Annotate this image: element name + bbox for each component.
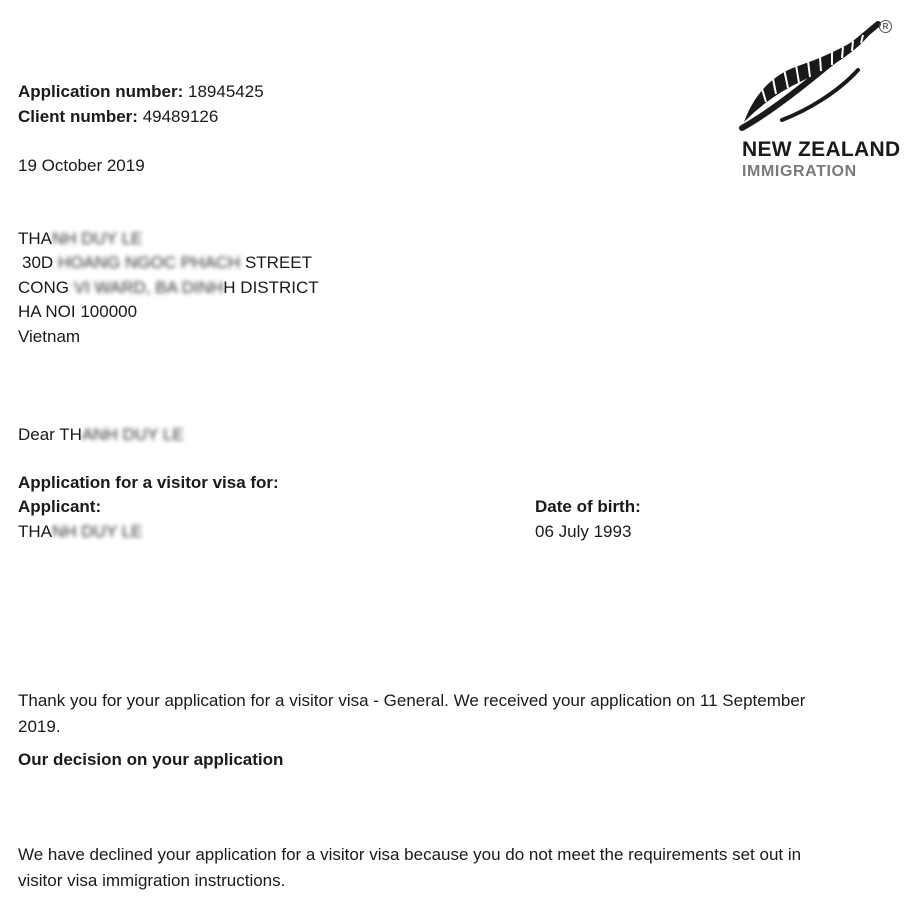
salutation-prefix: Dear TH bbox=[18, 425, 82, 444]
acknowledgement-paragraph: Thank you for your application for a visitor visa - General. We received your application on 11 September 2019. bbox=[18, 691, 806, 736]
address-line-street bbox=[22, 253, 312, 273]
client-number-label: Client number: bbox=[18, 107, 138, 126]
dob-label bbox=[535, 497, 641, 517]
logo-wordmark-country: NEW ZEALAND bbox=[742, 138, 901, 161]
redacted-name: NH DUY LE bbox=[52, 229, 143, 248]
redacted-applicant-name: NH DUY LE bbox=[52, 522, 143, 541]
application-number-value: 18945425 bbox=[188, 82, 264, 101]
applicant-label-text: Applicant: bbox=[18, 497, 102, 516]
redacted-salutation-name: ANH DUY LE bbox=[81, 425, 184, 444]
application-number-row bbox=[18, 82, 264, 102]
silver-fern-icon bbox=[738, 10, 888, 135]
applicant-name-visible: THA bbox=[18, 522, 52, 541]
logo-wordmark-agency: IMMIGRATION bbox=[742, 163, 857, 180]
address-name bbox=[18, 229, 142, 249]
address-line-city: HA NOI 100000 bbox=[18, 302, 138, 321]
application-number-label: Application number: bbox=[18, 82, 184, 101]
dob-label-text: Date of birth: bbox=[535, 497, 641, 516]
redacted-ward: VI WARD, BA DINH bbox=[73, 278, 224, 297]
client-number-row bbox=[18, 107, 218, 127]
applicant-name bbox=[18, 522, 142, 542]
redacted-street: HOANG NGOC PHACH bbox=[57, 253, 241, 272]
application-heading bbox=[18, 473, 279, 493]
applicant-label bbox=[18, 497, 101, 517]
application-heading-text: Application for a visitor visa for: bbox=[18, 473, 279, 492]
address-line-country: Vietnam bbox=[18, 327, 81, 346]
address-line-ward bbox=[18, 278, 319, 298]
address-name-visible: THA bbox=[18, 229, 52, 248]
address-ward-prefix: CONG bbox=[18, 278, 69, 297]
letter-date: 19 October 2019 bbox=[18, 156, 145, 175]
address-district-suffix: H DISTRICT bbox=[223, 278, 319, 297]
decision-heading-text: Our decision on your application bbox=[18, 750, 284, 769]
decision-heading bbox=[18, 750, 283, 770]
salutation bbox=[18, 425, 184, 445]
decision-paragraph: We have declined your application for a visitor visa because you do not meet the requirements set out in visitor visa immigration instructions. bbox=[18, 845, 802, 890]
nz-immigration-logo bbox=[738, 10, 908, 180]
client-number-value: 49489126 bbox=[142, 107, 219, 126]
address-street-suffix: STREET bbox=[244, 253, 313, 272]
registered-mark-icon: R bbox=[879, 20, 892, 33]
address-street-number: 30D bbox=[22, 253, 54, 272]
dob-value: 06 July 1993 bbox=[535, 522, 632, 541]
